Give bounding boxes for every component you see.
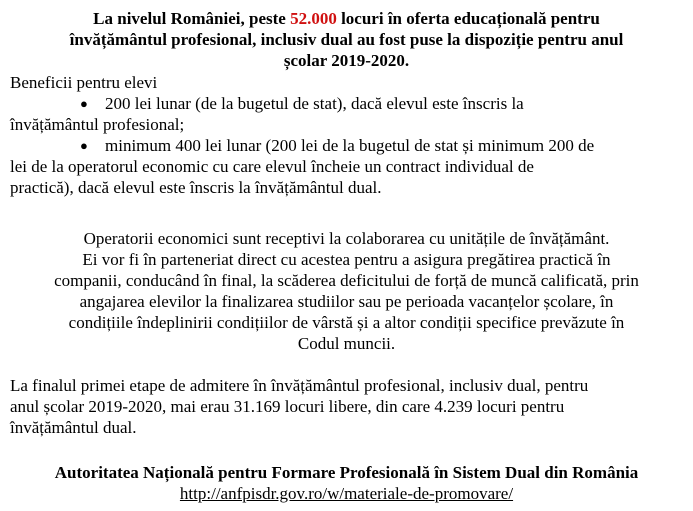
heading-line-1-start: La nivelul României, peste: [93, 9, 291, 28]
benefits-title: Beneficii pentru elevi: [10, 73, 158, 92]
heading: [10, 8, 683, 71]
operators-line-4: angajarea elevilor la finalizarea studiilor sau pe perioada vacanțelor școlare, în: [79, 292, 614, 311]
admission-line-2: anul școlar 2019-2020, mai erau 31.169 locuri libere, din care 4.239 locuri pentru: [10, 397, 565, 416]
admission-line-1: La finalul primei etape de admitere în învățământul profesional, inclusiv dual, pentru: [10, 376, 589, 395]
operators-line-2: Ei vor fi în parteneriat direct cu acestea pentru a asigura pregătirea practică în: [82, 250, 611, 269]
heading-line-2: învățământul profesional, inclusiv dual au fost puse la dispoziție pentru anul: [69, 30, 624, 49]
heading-line-1-end: locuri în oferta educațională pentru: [336, 9, 600, 28]
bullet-icon: ●: [80, 138, 88, 153]
benefit-2-line-2: lei de la operatorul economic cu care elevul încheie un contract individual de: [10, 157, 534, 176]
promotion-materials-link[interactable]: http://anfpisdr.gov.ro/w/materiale-de-promovare/: [179, 484, 514, 503]
benefits-list: [10, 93, 660, 198]
admission-paragraph: [10, 375, 660, 438]
benefit-1-line-1: 200 lei lunar (de la bugetul de stat), dacă elevul este înscris la: [105, 94, 524, 113]
operators-line-1: Operatorii economici sunt receptivi la colaborarea cu unitățile de învățământ.: [83, 229, 610, 248]
bullet-icon: ●: [80, 96, 88, 111]
heading-line-1: [10, 8, 683, 29]
authority-name: Autoritatea Națională pentru Formare Profesională în Sistem Dual din România: [54, 463, 639, 482]
benefit-item-1: [10, 93, 660, 135]
admission-line-3: învățământul dual.: [10, 418, 137, 437]
highlighted-seat-count: 52.000: [290, 9, 337, 28]
heading-line-3: școlar 2019-2020.: [283, 51, 410, 70]
benefit-2-line-3: practică), dacă elevul este înscris la învățământul dual.: [10, 178, 382, 197]
operators-paragraph: [10, 228, 683, 354]
benefit-item-2: [10, 135, 660, 198]
benefit-1-line-2: învățământul profesional;: [10, 115, 185, 134]
operators-line-6: Codul muncii.: [297, 334, 396, 353]
operators-line-3: companii, conducând în final, la scăderea deficitului de forță de muncă calificată, prin: [54, 271, 639, 290]
operators-line-5: condițiile îndeplinirii condițiilor de vârstă și a altor condiții specifice prevăzute în: [68, 313, 625, 332]
benefit-2-line-1: minimum 400 lei lunar (200 lei de la bugetul de stat și minimum 200 de: [105, 136, 595, 155]
